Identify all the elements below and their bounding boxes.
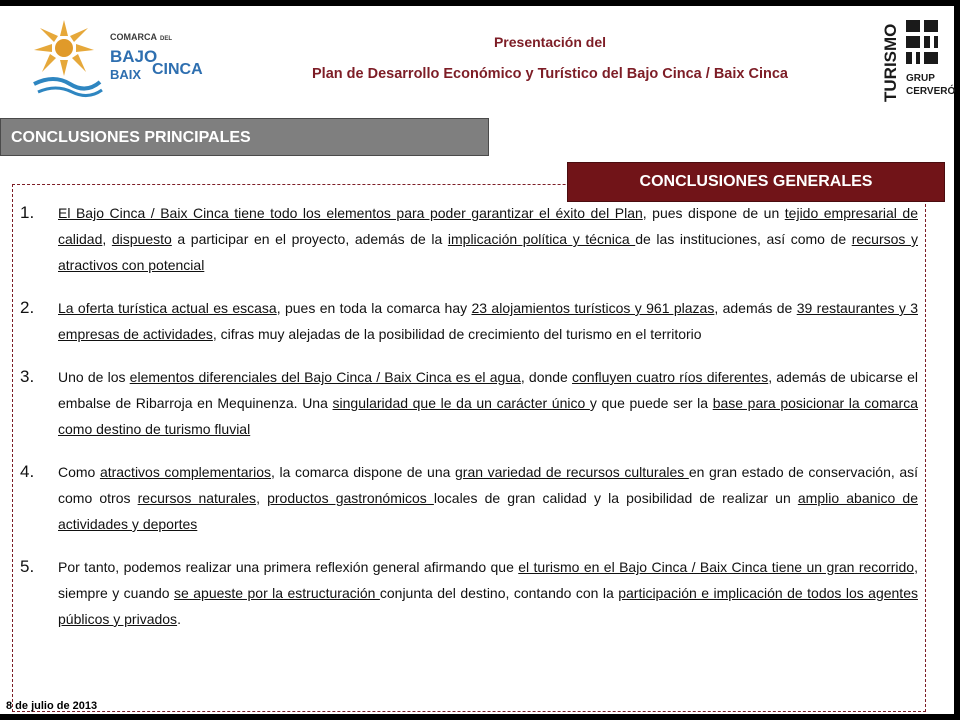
conclusion-item <box>20 459 918 537</box>
conclusion-highlight: recursos naturales <box>137 490 257 506</box>
conclusion-highlight: El Bajo Cinca / Baix Cinca tiene todo los elementos para poder garantizar el éxito del Plan <box>58 205 643 221</box>
conclusion-highlight: amplio abanico de actividades y deportes <box>58 490 918 532</box>
conclusion-text: , donde <box>520 369 573 385</box>
conclusions-list <box>20 200 918 632</box>
conclusion-text: y que puede ser la <box>589 395 713 411</box>
grup-cervero-turismo-logo <box>876 18 956 104</box>
conclusion-highlight: el turismo en el Bajo Cinca / Baix Cinca tiene un gran recorrido <box>518 559 915 575</box>
slide <box>0 6 954 714</box>
footer-date: 8 de julio de 2013 <box>6 700 98 712</box>
logo-text-turismo: TURISMO <box>881 23 900 102</box>
conclusion-text: , pues en toda la comarca hay <box>276 300 472 316</box>
conclusion-highlight: atractivos complementarios <box>99 464 272 480</box>
conclusion-text: Como <box>58 464 100 480</box>
conclusion-highlight: implicación política y técnica <box>447 231 636 247</box>
conclusion-text: , además de <box>714 300 797 316</box>
gc-mark <box>906 20 938 64</box>
header-line-2: Plan de Desarrollo Económico y Turístico del Bajo Cinca / Baix Cinca <box>312 66 788 82</box>
logo-text-cinca: CINCA <box>152 61 203 78</box>
conclusion-highlight: tejido empresarial de calidad <box>58 205 918 247</box>
conclusion-text: , la comarca dispone de una <box>271 464 456 480</box>
conclusion-text: Uno de los <box>58 369 130 385</box>
conclusion-highlight: base para posicionar la comarca como destino de turismo fluvial <box>58 395 918 437</box>
conclusion-number: 1. <box>20 203 35 222</box>
box-title: CONCLUSIONES GENERALES <box>567 162 945 202</box>
logo-text-bajo: BAJO <box>110 47 158 66</box>
header-line-1: Presentación del <box>493 34 607 50</box>
conclusion-highlight: confluyen cuatro ríos diferentes <box>572 369 769 385</box>
conclusion-number: 4. <box>20 462 35 481</box>
logo-text-comarca: COMARCA <box>110 32 157 42</box>
conclusion-highlight: gran variedad de recursos culturales <box>455 464 689 480</box>
conclusion-text: . <box>177 611 181 627</box>
conclusion-highlight: participación e implicación de todos los agentes públicos y privados <box>58 585 918 627</box>
conclusion-item <box>20 554 918 632</box>
conclusion-text: , <box>102 231 112 247</box>
conclusion-number: 3. <box>20 367 35 386</box>
sun-mark <box>34 20 102 96</box>
conclusion-highlight: dispuesto <box>111 231 172 247</box>
conclusion-text: Por tanto, podemos realizar una primera reflexión general afirmando que <box>58 559 519 575</box>
conclusion-highlight: 39 restaurantes y 3 empresas de actividades <box>58 300 918 342</box>
conclusion-item <box>20 295 918 347</box>
conclusion-text: de las instituciones, así como de <box>635 231 852 247</box>
conclusion-highlight: singularidad que le da un carácter único <box>332 395 590 411</box>
logo-text-grup: GRUP <box>906 73 935 84</box>
conclusion-highlight: La oferta turística actual es escasa <box>58 300 277 316</box>
conclusion-text: , <box>256 490 268 506</box>
section-title: CONCLUSIONES PRINCIPALES <box>0 118 489 156</box>
conclusion-highlight: se apueste por la estructuración <box>174 585 380 601</box>
conclusion-item <box>20 364 918 442</box>
conclusion-text: a participar en el proyecto, además de la <box>171 231 448 247</box>
comarca-bajo-cinca-logo <box>30 18 220 98</box>
conclusion-highlight: recursos y atractivos con potencial <box>58 231 918 273</box>
conclusion-text: locales de gran calidad y la posibilidad de realizar un <box>433 490 798 506</box>
conclusion-text: , siempre y cuando <box>58 559 918 601</box>
conclusion-item <box>20 200 918 278</box>
conclusion-highlight: elementos diferenciales del Bajo Cinca / Baix Cinca es el agua <box>129 369 521 385</box>
conclusion-text: conjunta del destino, contando con la <box>379 585 619 601</box>
conclusion-highlight: 23 alojamientos turísticos y 961 plazas <box>471 300 715 316</box>
conclusion-text: en gran estado de conservación, así como otros <box>58 464 919 506</box>
logo-text-baix: BAIX <box>110 67 142 82</box>
conclusion-number: 2. <box>20 298 35 317</box>
conclusion-text: , pues dispone de un <box>642 205 785 221</box>
conclusion-text: , cifras muy alejadas de la posibilidad de crecimiento del turismo en el territorio <box>212 326 702 342</box>
conclusion-number: 5. <box>20 557 35 576</box>
logo-text-cervero: CERVERÓ <box>906 86 956 97</box>
conclusion-text: , además de ubicarse el embalse de Ribarroja en Mequinenza. Una <box>58 369 918 411</box>
conclusion-highlight: productos gastronómicos <box>267 490 434 506</box>
logo-text-del: DEL <box>160 36 172 42</box>
